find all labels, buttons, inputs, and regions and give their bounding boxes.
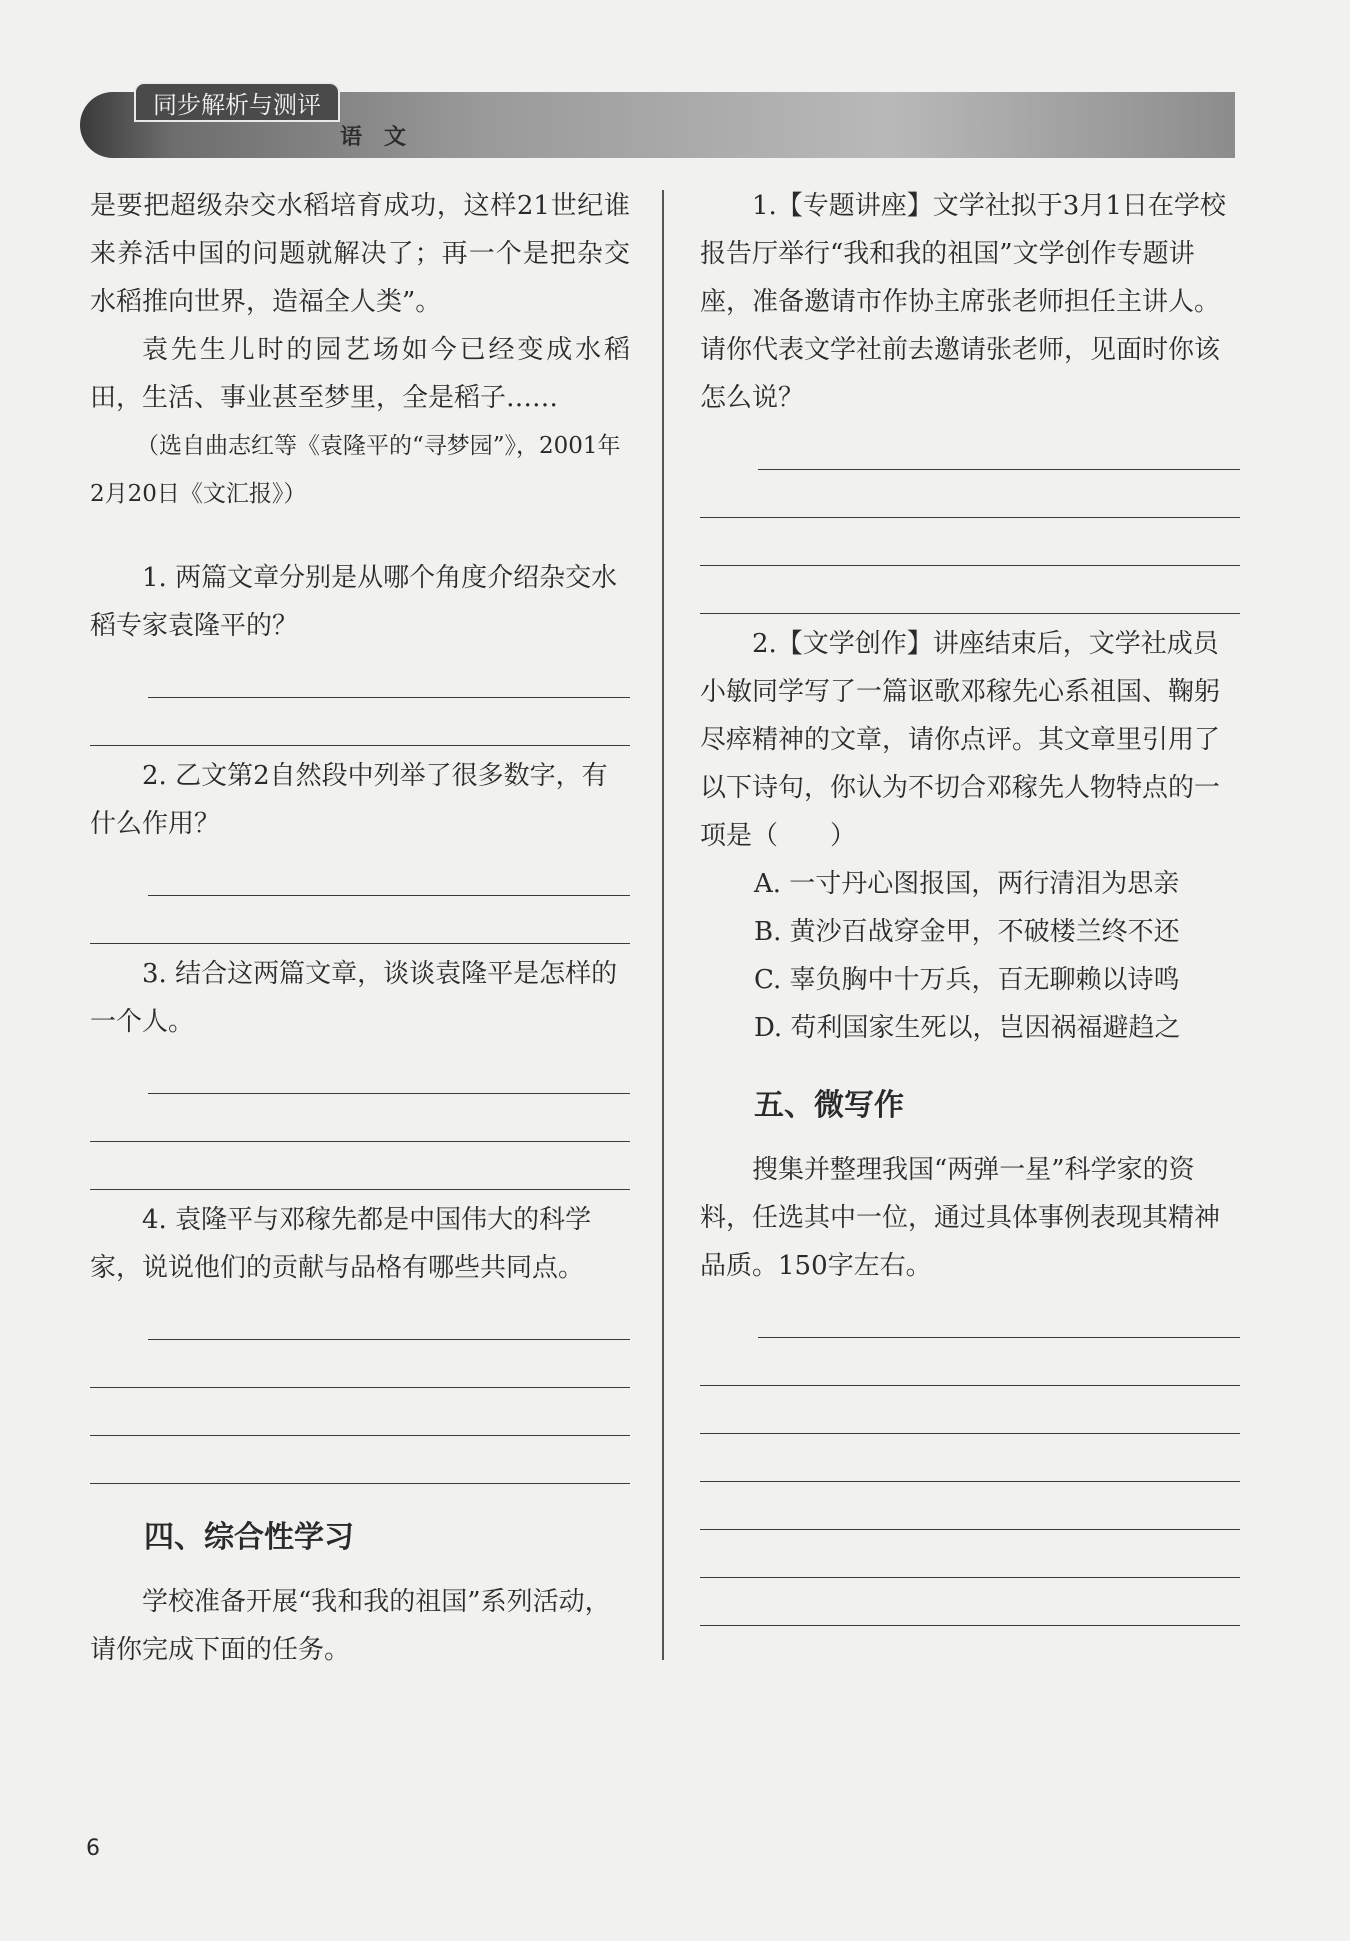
answer-line[interactable] [700,1578,1240,1626]
passage-end: 是要把超级杂交水稻培育成功，这样21世纪谁来养活中国的问题就解决了；再一个是把杂交水稻推向世界，造福全人类”。 [90,191,630,317]
answer-line[interactable] [90,1142,630,1190]
left-column [90,182,630,1674]
answer-line[interactable] [90,1388,630,1436]
answer-line[interactable] [758,1290,1240,1338]
section-4-title: 四、综合性学习 [144,1520,354,1555]
option-a: A. 一寸丹心图报国，两行清泪为思亲 [754,869,1180,899]
answer-line[interactable] [700,1530,1240,1578]
answer-line[interactable] [90,1094,630,1142]
answer-line[interactable] [700,566,1240,614]
answer-line[interactable] [90,896,630,944]
answer-line[interactable] [700,1338,1240,1386]
section-5-prompt: 搜集并整理我国“两弹一星”科学家的资料，任选其中一位，通过具体事例表现其精神品质。150字左右。 [700,1155,1221,1281]
right-column [700,182,1240,1626]
answer-line[interactable] [700,518,1240,566]
answer-line[interactable] [700,1434,1240,1482]
answer-line[interactable] [148,650,630,698]
question-4: 4. 袁隆平与邓稼先都是中国伟大的科学家，说说他们的贡献与品格有哪些共同点。 [90,1205,592,1283]
answer-line[interactable] [90,1436,630,1484]
option-c: C. 辜负胸中十万兵，百无聊赖以诗鸣 [754,965,1180,995]
question-3: 3. 结合这两篇文章，谈谈袁隆平是怎样的一个人。 [90,959,618,1037]
column-divider [662,190,664,1660]
answer-line[interactable] [90,698,630,746]
answer-line[interactable] [90,1340,630,1388]
answer-line[interactable] [700,1386,1240,1434]
answer-line[interactable] [758,422,1240,470]
section-5-title: 五、微写作 [754,1088,904,1123]
answer-line[interactable] [700,470,1240,518]
question-2: 2. 乙文第2自然段中列举了很多数字，有什么作用？ [90,761,608,839]
subject-label: 语文 [340,125,429,150]
answer-line[interactable] [148,1046,630,1094]
task-1: 1.【专题讲座】文学社拟于3月1日在学校报告厅举行“我和我的祖国”文学创作专题讲座，准备邀请市作协主席张老师担任主讲人。请你代表文学社前去邀请张老师，见面时你该怎么说？ [700,191,1226,413]
option-b: B. 黄沙百战穿金甲，不破楼兰终不还 [754,917,1180,947]
option-d: D. 苟利国家生死以，岂因祸福避趋之 [754,1013,1181,1043]
passage-source: （选自曲志红等《袁隆平的“寻梦园”》，2001年2月20日《文汇报》） [90,433,621,507]
answer-line[interactable] [148,1292,630,1340]
task-2: 2.【文学创作】讲座结束后，文学社成员小敏同学写了一篇讴歌邓稼先心系祖国、鞠躬尽瘁精神的文章，请你点评。其文章里引用了以下诗句，你认为不切合邓稼先人物特点的一项是（ ） [700,629,1221,851]
series-title: 同步解析与测评 [134,82,340,122]
answer-line[interactable] [700,1482,1240,1530]
question-1: 1. 两篇文章分别是从哪个角度介绍杂交水稻专家袁隆平的？ [90,563,618,641]
page-number: 6 [86,1836,100,1861]
passage-last: 袁先生儿时的园艺场如今已经变成水稻田，生活、事业甚至梦里，全是稻子…… [90,335,630,413]
answer-line[interactable] [148,848,630,896]
section-4-intro: 学校准备开展“我和我的祖国”系列活动，请你完成下面的任务。 [90,1587,611,1665]
